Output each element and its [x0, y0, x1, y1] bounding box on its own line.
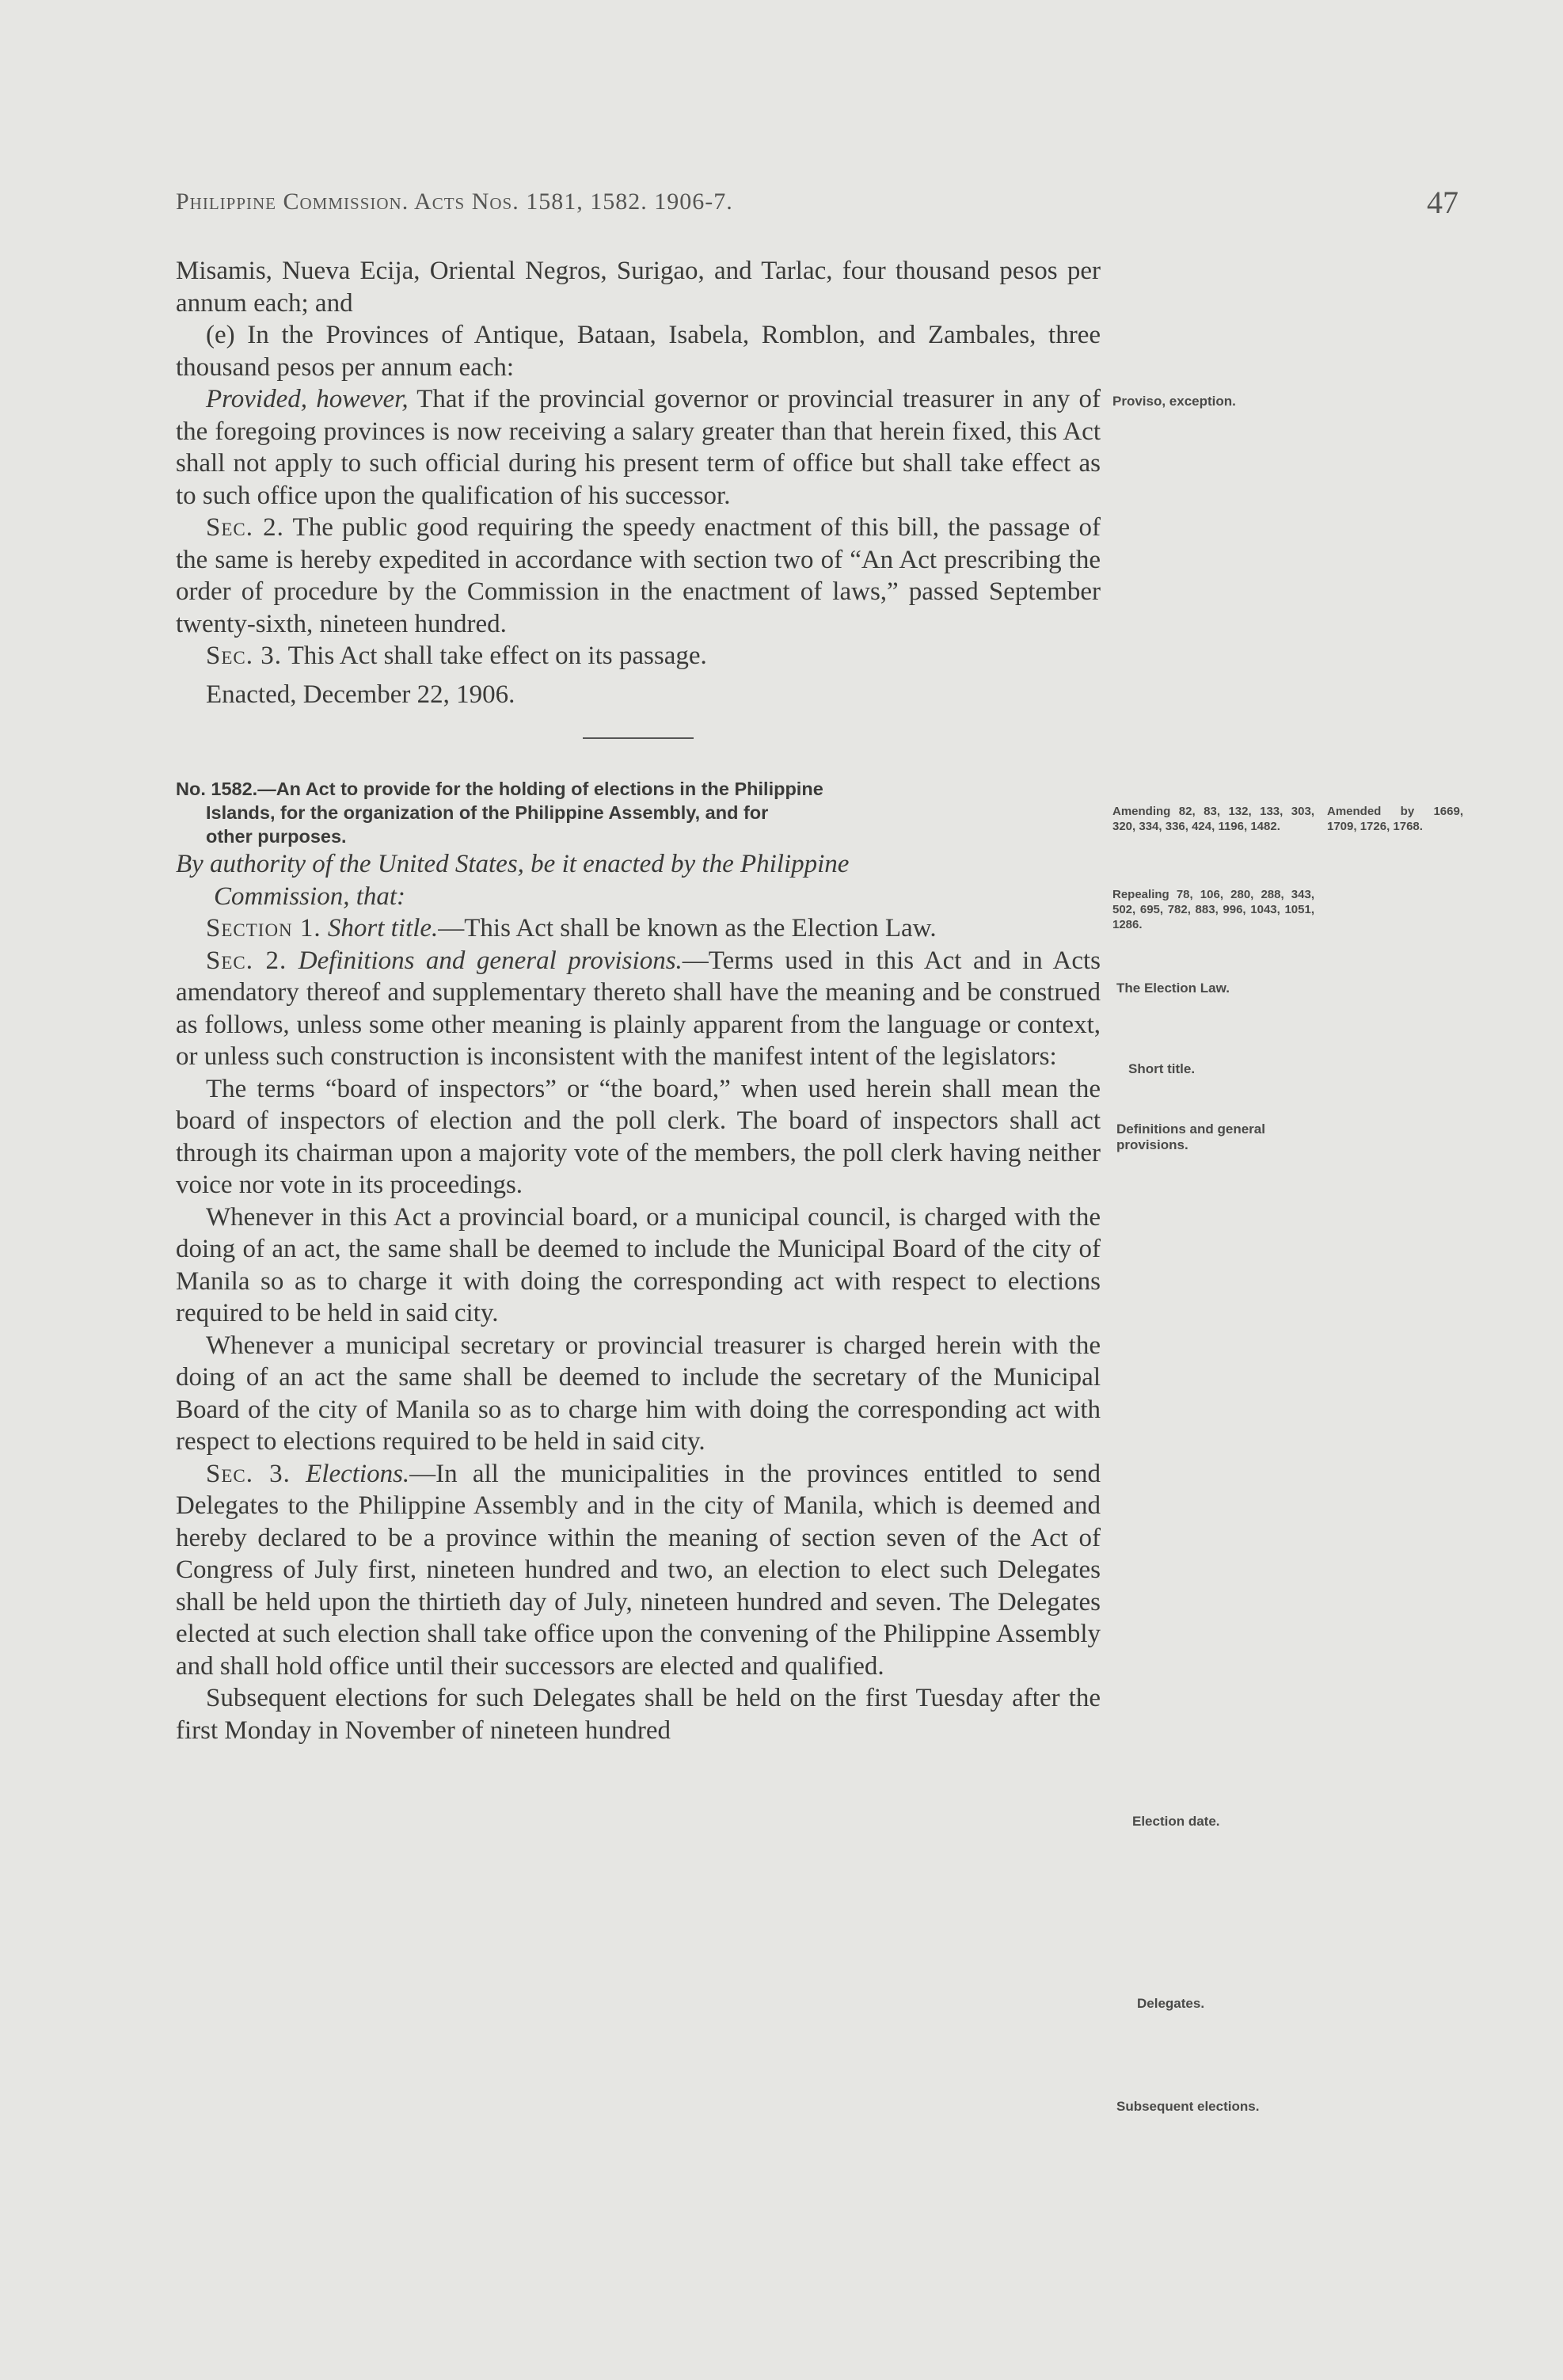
margin-note-definitions: Definitions and general provisions. — [1116, 1121, 1265, 1152]
paragraph-subsequent-elections: Subsequent elections for such Delegates shall be held on the first Tuesday after the first Monday in November of nineteen hundred — [176, 1684, 1101, 1745]
paragraph-provinces-four-thousand: Misamis, Nueva Ecija, Oriental Negros, Surigao, and Tarlac, four thousand pesos per annum each; and — [176, 257, 1101, 318]
margin-note-repealing: Repealing 78, 106, 280, 288, 343, 502, 695, 782, 883, 996, 1043, 1051, 1286. — [1112, 888, 1314, 931]
sec-3-text: This Act shall take effect on its passage. — [282, 642, 707, 670]
margin-note-subsequent-elections: Subsequent elections. — [1116, 2099, 1260, 2114]
running-head: Philippine Commission. Acts Nos. 1581, 1582. 1906-7. — [176, 188, 733, 215]
margin-note-election-law: The Election Law. — [1116, 981, 1230, 996]
page-header — [176, 185, 1458, 223]
proviso-lead: Provided, however, — [206, 385, 409, 413]
paragraph-board-of-inspectors: The terms “board of inspectors” or “the board,” when used herein shall mean the board of inspectors of election and the poll clerk. The board of inspectors shall act through its chairman upon a majority vote of the members, the poll clerk having neither voice nor vote in its proceedings. — [176, 1074, 1101, 1199]
act-title-line-2: Islands, for the organization of the Philippine Assembly, and for — [206, 802, 769, 823]
paragraph-section-3 — [176, 1458, 1101, 1683]
page-number: 47 — [1427, 185, 1458, 220]
margin-note-proviso: Proviso, exception. — [1112, 394, 1236, 409]
section-3-lead: Sec. 3. — [206, 1459, 291, 1488]
enacting-clause-line-2: Commission, that: — [214, 882, 406, 911]
margin-note-amended: Amended by 1669, 1709, 1726, 1768. — [1327, 805, 1463, 833]
paragraph-section-1 — [176, 912, 1101, 945]
paragraph-municipal-board: Whenever in this Act a provincial board, or a municipal council, is charged with the doing of an act, the same shall be deemed to include the Municipal Board of the city of Manila so as to charge it with doing the corresponding act with respect to elections required to be held in said city. — [176, 1202, 1101, 1327]
paragraph-sec-2 — [176, 512, 1101, 640]
enacting-clause-line-1: By authority of the United States, be it enacted by the Philippine — [176, 850, 850, 878]
paragraph-proviso — [176, 383, 1101, 512]
margin-note-delegates: Delegates. — [1137, 1996, 1205, 2011]
paragraph-sec-3 — [176, 640, 1101, 672]
section-divider — [583, 737, 694, 739]
enacted-date: Enacted, December 22, 1906. — [206, 680, 515, 709]
section-2-lead: Sec. 2. — [206, 946, 287, 975]
paragraph-provinces-three-thousand: (e) In the Provinces of Antique, Bataan, Isabela, Romblon, and Zambales, three thousand pesos per annum each: — [176, 321, 1101, 382]
section-2-text: —Terms used in this Act and in Acts amendatory thereof and supplementary thereto shall have the meaning and be construed as follows, unless some other meaning is plainly apparent from the language or context, or unless such construction is inconsistent with the manifest intent of the legislators: — [176, 946, 1101, 1071]
section-1-text: —This Act shall be known as the Election Law. — [438, 914, 937, 942]
section-1-lead: Section 1. — [206, 914, 321, 942]
section-1-title: Short title. — [321, 914, 439, 942]
margin-note-amending: Amending 82, 83, 132, 133, 303, 320, 334, 336, 424, 1196, 1482. — [1112, 805, 1314, 833]
paragraph-section-2 — [176, 945, 1101, 1073]
section-3-text: —In all the municipalities in the provinces entitled to send Delegates to the Philippine Assembly and in the city of Manila, which is deemed and hereby declared to be a province within the meaning of section seven of the Act of Congress of July first, nineteen hundred and two, an election to elect such Delegates shall be held upon the thirtieth day of July, nineteen hundred and seven. The Delegates elected at such election shall take office upon the convening of the Philippine Assembly and shall hold office until their successors are elected and qualified. — [176, 1459, 1101, 1681]
enacting-clause — [176, 848, 1101, 912]
act-title-line-3: other purposes. — [206, 826, 347, 847]
act-title-line-1: No. 1582.—An Act to provide for the holding of elections in the Philippine — [176, 779, 823, 799]
sec-3-lead: Sec. 3. — [206, 642, 282, 670]
margin-note-short-title: Short title. — [1128, 1061, 1196, 1076]
section-2-title: Definitions and general provisions. — [287, 946, 683, 975]
section-3-title: Elections. — [290, 1459, 410, 1488]
act-title — [176, 777, 1101, 848]
paragraph-secretary: Whenever a municipal secretary or provincial treasurer is charged herein with the doing of an act the same shall be deemed to include the secretary of the Municipal Board of the city of Manila so as to charge him with doing the corresponding act with respect to elections required to be held in said city. — [176, 1331, 1101, 1456]
margin-note-election-date: Election date. — [1132, 1814, 1220, 1829]
main-text — [176, 255, 1101, 1746]
proviso-text: That if the provincial governor or provincial treasurer in any of the foregoing provinces is now receiving a salary greater than that herein fixed, this Act shall not apply to such official during his present term of office but shall take effect as to such office upon the qualification of his successor. — [176, 385, 1101, 510]
sec-2-text: The public good requiring the speedy enactment of this bill, the passage of the same is hereby expedited in accordance with section two of “An Act prescribing the order of procedure by the Commission in the enactment of laws,” passed September twenty-sixth, nineteen hundred. — [176, 513, 1101, 638]
sec-2-lead: Sec. 2. — [206, 513, 284, 542]
